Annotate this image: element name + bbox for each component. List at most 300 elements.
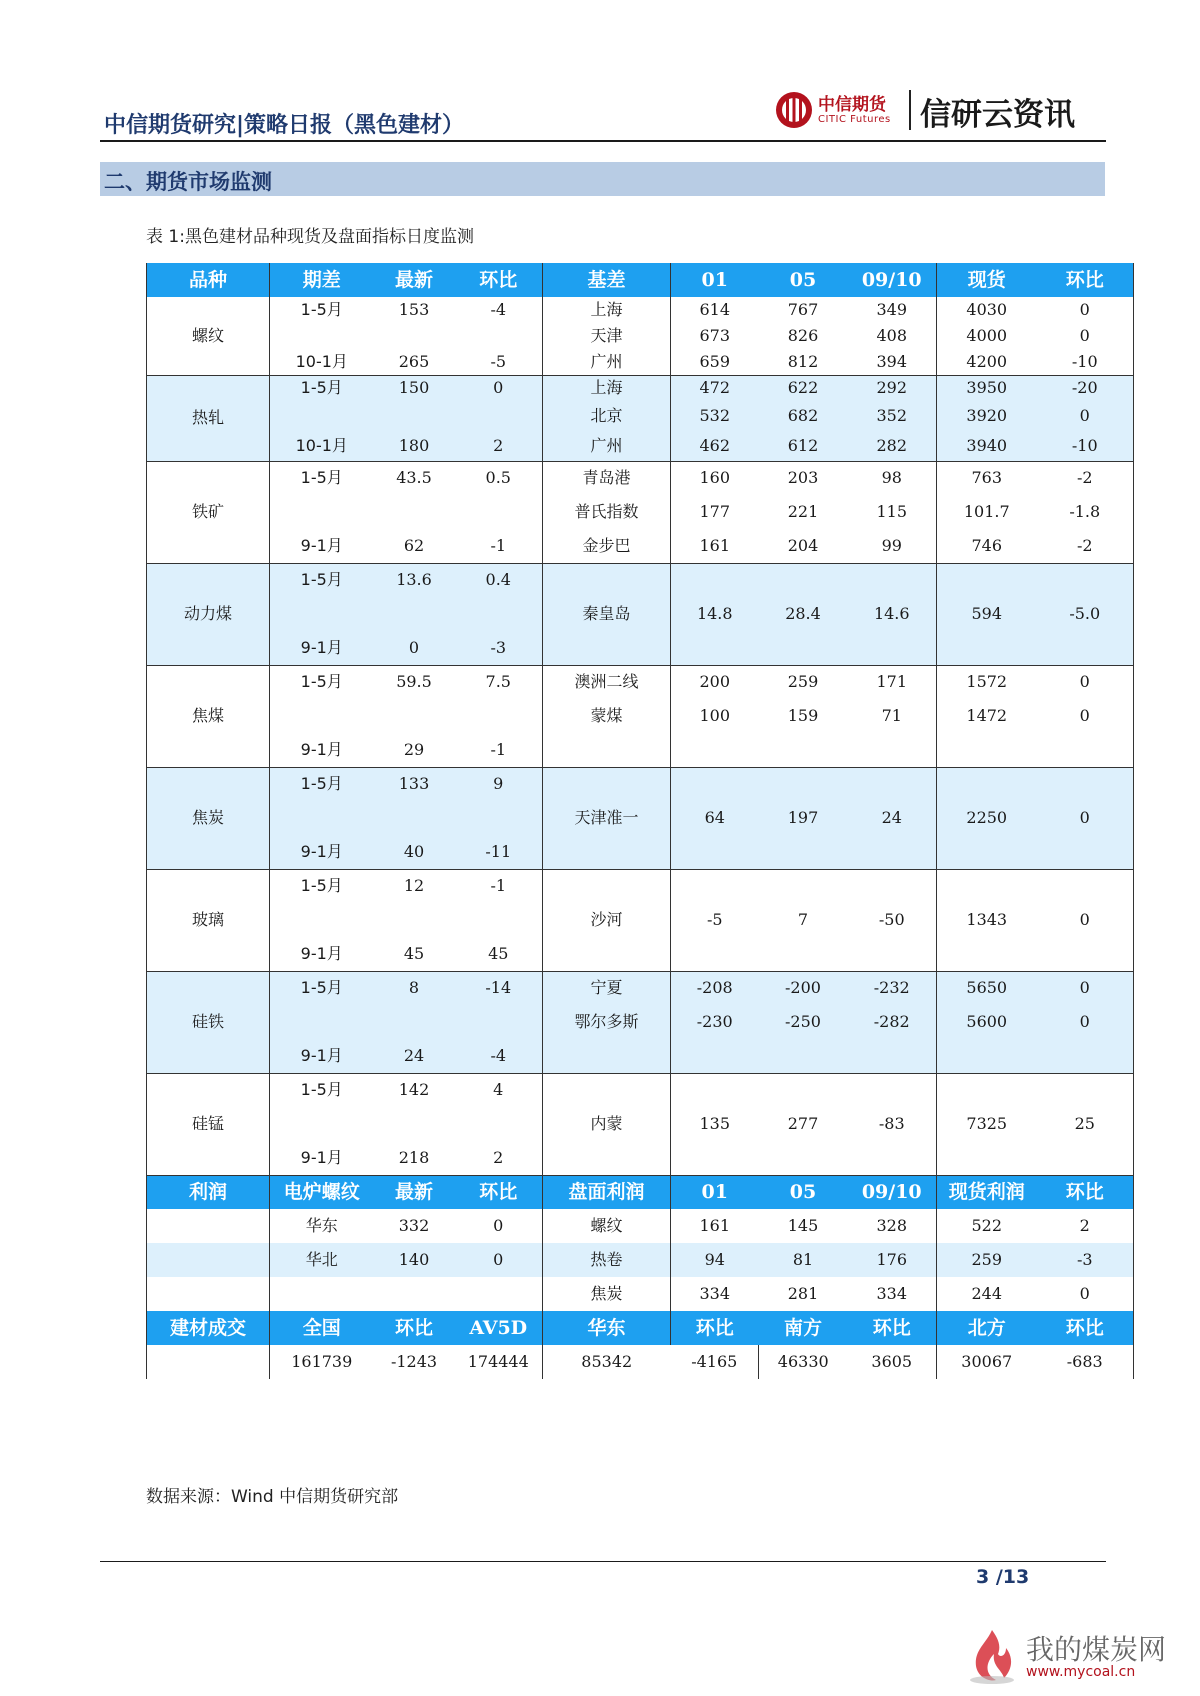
basis-location-cell [543, 835, 671, 869]
table-cell: 29 [374, 733, 455, 767]
basis-location-cell: 上海 [543, 375, 671, 401]
table-cell: 13.6 [374, 563, 455, 597]
table-cell: -4 [455, 297, 543, 323]
table-cell: 244 [971, 1284, 1003, 1303]
table-cell [759, 937, 848, 971]
basis-location-cell: 普氏指数 [543, 495, 671, 529]
table-cell [848, 869, 937, 903]
table-cell [270, 1107, 374, 1141]
table-row [147, 631, 1134, 665]
table-cell: 812 [759, 349, 848, 375]
profit-row [147, 1243, 1134, 1277]
table-cell: 24 [374, 1039, 455, 1073]
table-cell: 767 [787, 300, 819, 319]
table-cell [1037, 733, 1134, 767]
table-cell [671, 767, 759, 801]
table-row [147, 401, 1134, 431]
header-cell: 环比 [1037, 263, 1134, 297]
table-row [147, 835, 1134, 869]
table-cell [270, 495, 374, 529]
table-cell: 0 [1037, 401, 1134, 431]
table-cell [848, 733, 937, 767]
table-cell [671, 937, 759, 971]
table-cell: 1-5月 [300, 672, 343, 692]
table-cell: -10 [1037, 349, 1134, 375]
table-cell: 0 [1037, 1005, 1134, 1039]
table-cell: 9-1月 [270, 1141, 374, 1175]
header-cell: 09/10 [848, 1175, 937, 1209]
table-cell: -3 [1037, 1243, 1134, 1277]
table-cell [759, 563, 848, 597]
table-row [147, 297, 1134, 323]
table-cell: -1 [455, 733, 543, 767]
table-cell [147, 1345, 270, 1379]
table-cell: 612 [759, 431, 848, 461]
table-cell: -1243 [390, 1352, 438, 1371]
table-cell [147, 1277, 270, 1311]
table-cell: -1.8 [1069, 502, 1101, 521]
table-cell: 热卷 [543, 1243, 671, 1277]
table-cell [848, 631, 937, 665]
table-cell: 203 [787, 468, 819, 488]
table-cell: 100 [699, 706, 731, 725]
table-cell: 1-5月 [270, 971, 374, 1005]
table-cell [147, 1209, 270, 1243]
header-cell: 全国 [270, 1311, 374, 1345]
table-cell: 826 [787, 326, 819, 345]
table-cell [671, 1141, 759, 1175]
table-cell: 180 [374, 431, 455, 461]
table-cell [455, 1005, 543, 1039]
header-cell: 环比 [455, 1175, 543, 1209]
table-cell [374, 1107, 455, 1141]
table-row [147, 1141, 1134, 1175]
table-cell [455, 401, 543, 431]
table-cell: 522 [971, 1216, 1003, 1235]
table-cell [848, 937, 937, 971]
table-cell: 142 [398, 1080, 430, 1100]
table-cell: -83 [848, 1107, 937, 1141]
table-cell: 9-1月 [270, 835, 374, 869]
table-cell [759, 869, 848, 903]
table-cell [1037, 1073, 1134, 1107]
table-cell [1037, 767, 1134, 801]
table-cell: 259 [937, 1243, 1037, 1277]
page-number: 3 /13 [976, 1566, 1030, 1588]
table-row [147, 495, 1134, 529]
table-cell: 0 [1079, 326, 1090, 345]
table-cell [1037, 937, 1134, 971]
table-cell [671, 1039, 759, 1073]
table-cell: 281 [787, 1284, 819, 1303]
basis-location-cell: 沙河 [543, 903, 671, 937]
table-cell: 0 [374, 631, 455, 665]
basis-location-cell: 内蒙 [543, 1107, 671, 1141]
report-title: 中信期货研究|策略日报（黑色建材） [104, 113, 465, 138]
table-cell: 2 [455, 1141, 543, 1175]
table-cell: 94 [671, 1243, 759, 1277]
table-cell: 24 [848, 801, 937, 835]
table-row [147, 563, 1134, 597]
table-row [147, 971, 1134, 1005]
table-cell: 10-1月 [270, 431, 374, 461]
table-cell [270, 323, 374, 349]
variety-cell: 热轧 [147, 375, 270, 461]
header-cell: 南方 [759, 1311, 848, 1345]
table-cell [937, 1073, 1037, 1107]
table-cell: 349 [848, 297, 937, 323]
table-cell [270, 1005, 374, 1039]
header-cell: 现货利润 [937, 1175, 1037, 1209]
basis-location-cell [543, 937, 671, 971]
table-cell: 9-1月 [270, 529, 374, 563]
table-cell: 532 [671, 401, 759, 431]
table-cell [455, 597, 543, 631]
table-cell [937, 937, 1037, 971]
table-cell: 5600 [937, 1005, 1037, 1039]
table-cell: 1-5月 [270, 767, 374, 801]
table-cell [848, 1073, 937, 1107]
table-cell: -5 [706, 910, 723, 929]
table-cell: -282 [848, 1005, 937, 1039]
table-row [147, 733, 1134, 767]
table-cell [848, 563, 937, 597]
table-cell: 394 [848, 349, 937, 375]
table-cell: 171 [848, 665, 937, 699]
table-cell: 1-5月 [270, 375, 374, 401]
table-cell: -2 [1076, 468, 1093, 488]
table-cell: 71 [848, 699, 937, 733]
table-cell: 0 [455, 1209, 543, 1243]
table-cell: 9-1月 [270, 733, 374, 767]
table-cell: 59.5 [396, 672, 432, 692]
basis-location-cell: 宁夏 [543, 971, 671, 1005]
table-cell: 746 [937, 529, 1037, 563]
table-row [147, 597, 1134, 631]
table-cell: 8 [374, 971, 455, 1005]
table-row [147, 1005, 1134, 1039]
table-cell: 4200 [937, 349, 1037, 375]
table-cell: 161739 [291, 1352, 353, 1371]
header-cell: 品种 [147, 263, 270, 297]
watermark-text: 我的煤炭网 [1026, 1633, 1167, 1666]
table-cell: 115 [848, 495, 937, 529]
table-cell: 328 [848, 1209, 937, 1243]
basis-location-cell: 天津准一 [543, 801, 671, 835]
table-row [147, 869, 1134, 903]
basis-location-cell: 天津 [543, 323, 671, 349]
table-cell [374, 903, 455, 937]
table-cell: 200 [699, 672, 731, 692]
table-cell: 153 [398, 300, 430, 319]
basis-location-cell: 金步巴 [543, 529, 671, 563]
table-row [147, 323, 1134, 349]
variety-cell: 焦煤 [147, 665, 270, 767]
table-row [147, 1039, 1134, 1073]
table-cell: 594 [937, 597, 1037, 631]
table-cell [759, 1141, 848, 1175]
header-cell: 期差 [270, 263, 374, 297]
citic-logo-icon [774, 90, 814, 130]
table-cell [671, 1073, 759, 1107]
table-cell [270, 801, 374, 835]
table-cell [455, 903, 543, 937]
table-cell [270, 1277, 374, 1311]
table-cell [455, 801, 543, 835]
table-cell [671, 563, 759, 597]
table-cell: -200 [759, 971, 848, 1005]
table-cell [937, 631, 1037, 665]
table-cell: 622 [759, 375, 848, 401]
table-cell [671, 835, 759, 869]
table-cell: -2 [1037, 529, 1134, 563]
table-cell [1037, 1039, 1134, 1073]
table-cell [455, 1277, 543, 1311]
header-cell: 基差 [543, 263, 671, 297]
header-cell: 利润 [147, 1175, 270, 1209]
table-cell: 9-1月 [270, 937, 374, 971]
table-cell: 4000 [966, 326, 1008, 345]
table-cell: 0 [455, 375, 543, 401]
table-cell: 9-1月 [270, 1039, 374, 1073]
table-cell: 101.7 [963, 502, 1010, 521]
basis-location-cell: 上海 [543, 297, 671, 323]
variety-cell: 铁矿 [147, 461, 270, 563]
table-row [147, 1107, 1134, 1141]
table-cell: 161 [671, 529, 759, 563]
logo-english-name: CITIC Futures [818, 114, 891, 125]
table-cell: 177 [699, 502, 731, 521]
table-cell: 0 [1079, 910, 1090, 929]
header-cell: 环比 [455, 263, 543, 297]
table-cell: 螺纹 [543, 1209, 671, 1243]
table-cell [1037, 1141, 1134, 1175]
table-cell: 4 [455, 1073, 543, 1107]
table-cell: 160 [699, 468, 731, 488]
variety-cell: 硅铁 [147, 971, 270, 1073]
table-cell [848, 1039, 937, 1073]
table-cell: 1472 [966, 706, 1008, 725]
header-cell: 最新 [374, 1175, 455, 1209]
table-cell: -4165 [671, 1345, 759, 1379]
table-cell: 0 [1037, 801, 1134, 835]
table-cell: 14.6 [848, 597, 937, 631]
header-cell: 05 [759, 1175, 848, 1209]
basis-location-cell [543, 733, 671, 767]
monitor-table [146, 263, 1134, 1379]
table-cell: 1-5月 [300, 300, 343, 319]
table-cell: 0.5 [455, 461, 543, 495]
table-cell [759, 1039, 848, 1073]
table-row [147, 461, 1134, 495]
table-cell: 45 [455, 937, 543, 971]
table-cell: 0.4 [455, 563, 543, 597]
trade-row [147, 1345, 1134, 1379]
table-cell [147, 1243, 270, 1277]
table-cell: 1-5月 [300, 1080, 343, 1100]
table-cell: 145 [787, 1216, 819, 1235]
table-cell: -230 [671, 1005, 759, 1039]
table-cell: 3605 [848, 1345, 937, 1379]
table-cell: -11 [455, 835, 543, 869]
basis-location-cell [543, 563, 671, 597]
trade-header-row [147, 1311, 1134, 1345]
table-cell: 0 [455, 1243, 543, 1277]
table-cell [270, 597, 374, 631]
basis-location-cell: 澳洲二线 [543, 665, 671, 699]
table-cell: 25 [1074, 1114, 1095, 1133]
flame-logo-icon [962, 1626, 1022, 1686]
table-cell [455, 495, 543, 529]
variety-cell: 玻璃 [147, 869, 270, 971]
table-cell [374, 1005, 455, 1039]
basis-location-cell: 蒙煤 [543, 699, 671, 733]
table-cell: 282 [848, 431, 937, 461]
table-cell: -250 [759, 1005, 848, 1039]
table-cell [937, 733, 1037, 767]
brand-slogan: 信研云资讯 [920, 97, 1075, 133]
table-cell [671, 869, 759, 903]
table-cell [1037, 835, 1134, 869]
table-cell: 140 [374, 1243, 455, 1277]
header-cell: 05 [759, 263, 848, 297]
table-cell: 159 [787, 706, 819, 725]
table-cell: 197 [759, 801, 848, 835]
table-cell: 1-5月 [270, 563, 374, 597]
table-cell [937, 1141, 1037, 1175]
table-cell: 614 [699, 300, 731, 319]
variety-cell: 焦炭 [147, 767, 270, 869]
header-cell: 现货 [937, 263, 1037, 297]
table-cell [270, 903, 374, 937]
table-cell: -3 [455, 631, 543, 665]
table-cell: 292 [848, 375, 937, 401]
table-cell: 64 [671, 801, 759, 835]
table-cell: 华北 [270, 1243, 374, 1277]
table-cell [937, 1039, 1037, 1073]
table-caption: 表 1:黑色建材品种现货及盘面指标日度监测 [146, 227, 474, 247]
table-cell: 133 [374, 767, 455, 801]
table-cell: 9 [455, 767, 543, 801]
table-cell [759, 835, 848, 869]
table-cell: 43.5 [396, 468, 432, 488]
header-cell: 环比 [374, 1311, 455, 1345]
table-cell: 98 [848, 461, 937, 495]
table-cell: 40 [374, 835, 455, 869]
table-cell [848, 767, 937, 801]
table-cell: 7.5 [455, 665, 543, 699]
table-row [147, 431, 1134, 461]
table-cell [937, 767, 1037, 801]
table-cell: 30067 [961, 1352, 1013, 1371]
basis-location-cell: 广州 [543, 431, 671, 461]
header-cell: 北方 [937, 1311, 1037, 1345]
table-cell [374, 801, 455, 835]
basis-location-cell [543, 1073, 671, 1107]
table-cell: 0 [1079, 706, 1090, 725]
profit-row [147, 1277, 1134, 1311]
table-cell: 659 [671, 349, 759, 375]
header-cell: 环比 [1037, 1311, 1134, 1345]
table-cell: 3920 [937, 401, 1037, 431]
table-cell: 2250 [937, 801, 1037, 835]
header-cell: 电炉螺纹 [270, 1175, 374, 1209]
table-cell: -208 [671, 971, 759, 1005]
header-cell: 盘面利润 [543, 1175, 671, 1209]
basis-location-cell: 广州 [543, 349, 671, 375]
table-row [147, 937, 1134, 971]
basis-location-cell [543, 631, 671, 665]
table-row [147, 699, 1134, 733]
table-cell [374, 699, 455, 733]
table-cell [374, 495, 455, 529]
table-cell [759, 767, 848, 801]
table-cell [1037, 631, 1134, 665]
table-cell [455, 699, 543, 733]
table-cell: 0 [1079, 300, 1090, 319]
table-cell: 332 [398, 1216, 430, 1235]
table-row [147, 767, 1134, 801]
table-cell: 5650 [937, 971, 1037, 1005]
table-cell [937, 563, 1037, 597]
table-cell: 408 [848, 323, 937, 349]
profit-header-row [147, 1175, 1134, 1209]
table-row [147, 903, 1134, 937]
header-cell: 01 [671, 1175, 759, 1209]
table-cell: 7 [797, 910, 809, 929]
header-cell: 01 [671, 263, 759, 297]
basis-location-cell: 鄂尔多斯 [543, 1005, 671, 1039]
section-title: 二、期货市场监测 [104, 170, 272, 194]
table-cell [671, 733, 759, 767]
table-cell: 1-5月 [300, 876, 343, 896]
table-row [147, 665, 1134, 699]
table-cell [374, 323, 455, 349]
table-cell: 7325 [966, 1114, 1008, 1133]
basis-location-cell [543, 1039, 671, 1073]
table-cell: -50 [848, 903, 937, 937]
table-row [147, 801, 1134, 835]
table-cell [270, 401, 374, 431]
table-cell [1037, 869, 1134, 903]
table-cell: 45 [374, 937, 455, 971]
table-cell: -232 [848, 971, 937, 1005]
table-cell: 46330 [777, 1352, 829, 1371]
table-cell [374, 1277, 455, 1311]
table-cell [937, 835, 1037, 869]
table-cell: 682 [759, 401, 848, 431]
table-cell: -20 [1037, 375, 1134, 401]
table-cell: 0 [1079, 672, 1090, 692]
header-cell: 华东 [543, 1311, 671, 1345]
table-cell: 1343 [966, 910, 1008, 929]
table-cell: -14 [455, 971, 543, 1005]
table-cell: 176 [848, 1243, 937, 1277]
basis-location-cell [543, 1141, 671, 1175]
basis-location-cell: 秦皇岛 [543, 597, 671, 631]
table-cell: 0 [1079, 1284, 1090, 1303]
table-cell: -1 [455, 529, 543, 563]
table-cell: -5 [455, 349, 543, 375]
table-cell [1037, 563, 1134, 597]
table-cell [759, 1073, 848, 1107]
table-cell: 218 [374, 1141, 455, 1175]
table-cell: 14.8 [671, 597, 759, 631]
table-cell: 334 [699, 1284, 731, 1303]
table-cell [848, 1141, 937, 1175]
table-cell [374, 401, 455, 431]
table-cell: 99 [848, 529, 937, 563]
